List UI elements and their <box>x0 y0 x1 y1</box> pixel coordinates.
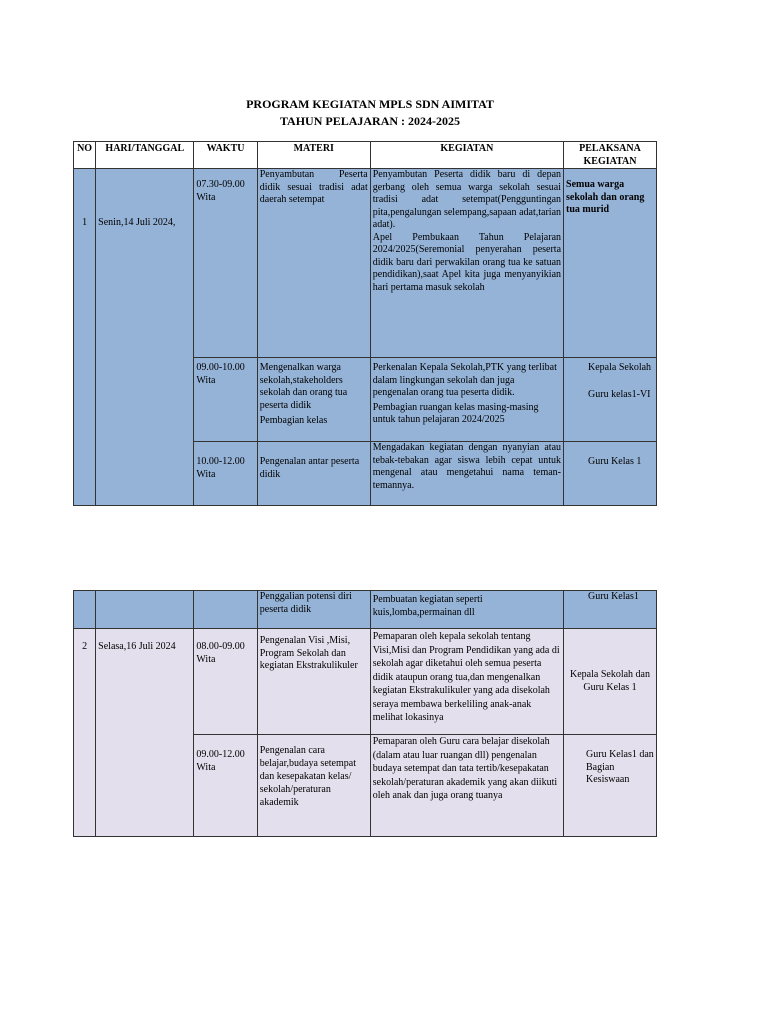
day2-row2-pelaksana: Guru Kelas1 dan Bagian Kesiswaan <box>564 735 657 837</box>
day2-number: 2 <box>74 629 96 837</box>
day1-row1-time: 07.30-09.00 Wita <box>194 169 257 358</box>
day2-row2-kegiatan: Pemaparan oleh Guru cara belajar disekolah (dalam atau luar ruangan dll) pengenalan budaya setempat dan tata tertib/kesepakatan sekolah/peraturan akademik yang akan diikuti oleh anak dan juga orang tuanya <box>370 735 563 837</box>
day1-row2-kegiatan <box>370 358 563 442</box>
day1-cont-pelaksana: Guru Kelas1 <box>564 591 657 629</box>
day1-row1-pelaksana: Semua warga sekolah dan orang tua murid <box>564 169 657 358</box>
day1-row3-time: 10.00-12.00 Wita <box>194 442 257 506</box>
table-row <box>74 591 657 629</box>
header-kegiatan: KEGIATAN <box>370 142 563 169</box>
day2-row2-materi: Pengenalan cara belajar,budaya setempat dan kesepakatan kelas/ sekolah/peraturan akademik <box>257 735 370 837</box>
header-no: NO <box>74 142 96 169</box>
day1-row3-pelaksana: Guru Kelas 1 <box>564 442 657 506</box>
header-pelaksana: PELAKSANA KEGIATAN <box>564 142 657 169</box>
schedule-table-day1 <box>73 141 657 506</box>
day1-row1-materi: Penyambutan Peserta didik sesuai tradisi adat daerah setempat <box>257 169 370 358</box>
day1-date: Senin,14 Juli 2024, <box>96 169 194 506</box>
document-title: PROGRAM KEGIATAN MPLS SDN AIMITAT <box>246 97 494 111</box>
day1-row2-kegiatan-part1: Perkenalan Kepala Sekolah,PTK yang terlibat dalam lingkungan sekolah dan juga pengenalan orang tua peserta didik. <box>372 362 557 398</box>
day1-row2-pelaksana <box>564 358 657 442</box>
day1-number: 1 <box>74 169 96 506</box>
table-row <box>74 169 657 358</box>
day1-row3-materi: Pengenalan antar peserta didik <box>257 442 370 506</box>
day1-row2-time: 09.00-10.00 Wita <box>194 358 257 442</box>
day1-cont-number <box>74 591 96 629</box>
day2-date: Selasa,16 Juli 2024 <box>96 629 194 837</box>
day1-row2-materi <box>257 358 370 442</box>
day1-cont-date <box>96 591 194 629</box>
day2-row1-pelaksana: Kepala Sekolah dan Guru Kelas 1 <box>564 629 657 735</box>
day1-cont-materi: Penggalian potensi diri peserta didik <box>257 591 370 629</box>
day1-row2-materi-part1: Mengenalkan warga sekolah,stakeholders sekolah dan orang tua peserta didik <box>259 362 348 411</box>
header-materi: MATERI <box>257 142 370 169</box>
day2-row1-kegiatan: Pemaparan oleh kepala sekolah tentang Visi,Misi dan Program Pendidikan yang ada di sekolah agar diketahui oleh semua peserta didik ataupun orang tua,dan mengenalkan kegiatan Ekstrakulikuler yang ada disekolah seraya membawa berkeliling anak-anak melihat lokasinya <box>370 629 563 735</box>
table-row <box>74 629 657 735</box>
day1-row2-kegiatan-part2: Pembagian ruangan kelas masing-masing untuk tahun pelajaran 2024/2025 <box>372 401 539 425</box>
day2-row2-time: 09.00-12.00 Wita <box>194 735 257 837</box>
header-day: HARI/TANGGAL <box>96 142 194 169</box>
schedule-table-day2 <box>73 590 657 837</box>
day1-row2-pelaksana-part2: Guru kelas1-VI <box>588 388 651 400</box>
day1-row2-pelaksana-part1: Kepala Sekolah <box>588 362 652 373</box>
header-time: WAKTU <box>194 142 257 169</box>
day1-row2-materi-part2: Pembagian kelas <box>259 415 328 426</box>
day2-row1-time: 08.00-09.00 Wita <box>194 629 257 735</box>
table-header-row <box>74 142 657 169</box>
document-subtitle: TAHUN PELAJARAN : 2024-2025 <box>279 114 461 128</box>
day2-row1-materi: Pengenalan Visi ,Misi, Program Sekolah dan kegiatan Ekstrakulikuler <box>257 629 370 735</box>
day1-row1-kegiatan-part2: Apel Pembukaan Tahun Pelajaran 2024/2025(Seremonial penyerahan peserta didik baru dari perwakilan orang tua ke satuan pendidikan),saat Apel kita juga menyanyikian hari pertama masuk sekolah <box>372 231 562 293</box>
day1-cont-time <box>194 591 257 629</box>
day1-row1-kegiatan <box>370 169 563 358</box>
day1-cont-kegiatan: Pembuatan kegiatan seperti kuis,lomba,permainan dll <box>370 591 563 629</box>
day1-row3-kegiatan: Mengadakan kegiatan dengan nyanyian atau tebak-tebakan agar siswa lebih cepat untuk mengenal atau mengetahui nama teman-temannya. <box>370 442 563 506</box>
day1-row1-kegiatan-part1: Penyambutan Peserta didik baru di depan gerbang oleh semua warga sekolah sesuai tradisi adat setempat(Pengguntingan pita,pengalungan selempang,sapaan adat,tarian adat). <box>372 169 562 230</box>
